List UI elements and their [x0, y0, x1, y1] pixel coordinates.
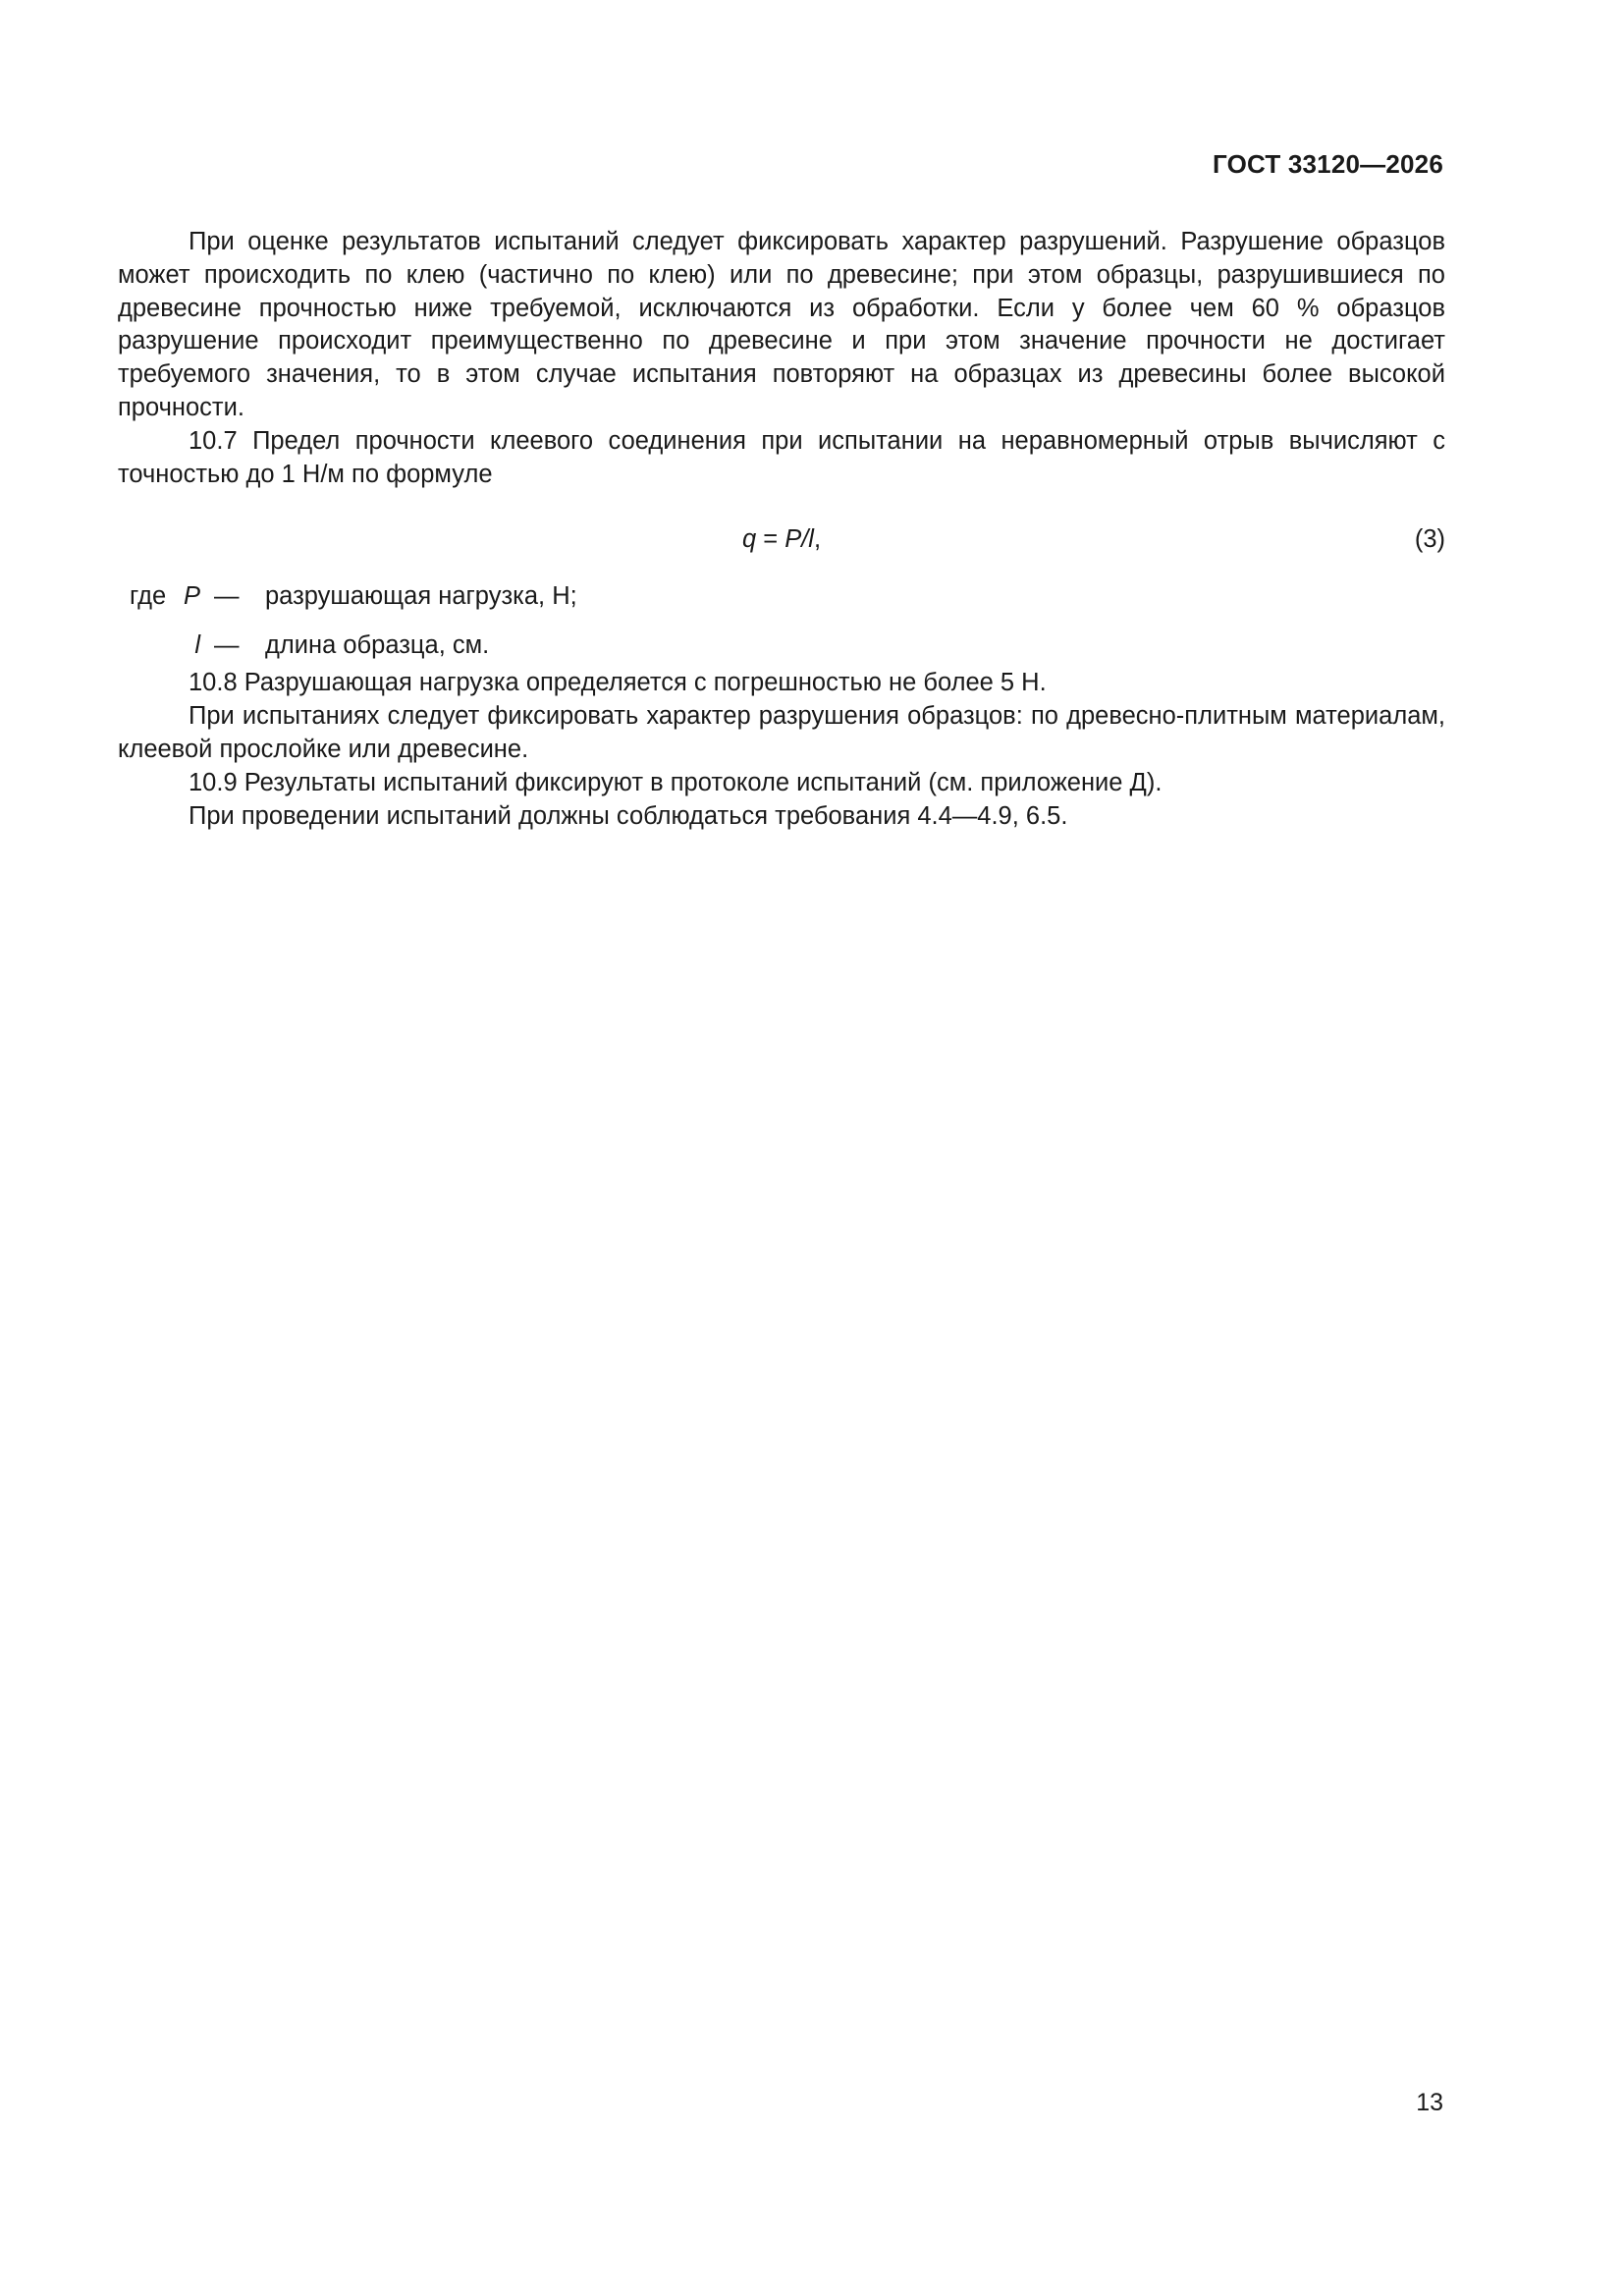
where-item: [118, 629, 1445, 663]
paragraph-failure-evaluation: При оценке результатов испытаний следует фиксировать характер разрушений. Разрушение образцов может происходить по клею (частично по клею) или по древесине; при этом образцы, разрушившиеся по древесине прочностью ниже требуемой, исключаются из обработки. Если у более чем 60 % образцов разрушение происходит преимущественно по древесине и при этом значение прочности не достигает требуемого значения, то в этом случае испытания повторяют на образцах из древесины более высокой прочности.: [118, 228, 1445, 421]
page-number: 13: [1416, 2089, 1443, 2116]
formula-numerator: P: [784, 525, 802, 554]
where-description: разрушающая нагрузка, Н;: [265, 582, 577, 611]
formula: [118, 523, 1445, 557]
formula-number: (3): [1414, 525, 1445, 554]
formula-slash: /: [801, 525, 809, 554]
where-item: [118, 580, 1445, 614]
paragraph-10-9: 10.9 Результаты испытаний фиксируют в протоколе испытаний (см. приложение Д).: [189, 768, 1163, 796]
where-word: где: [130, 582, 167, 611]
formula-lhs: q: [741, 525, 757, 554]
formula-denominator: l: [808, 525, 814, 554]
paragraph-10-7: 10.7 Предел прочности клеевого соединения при испытании на неравномерный отрыв вычисляют с точностью до 1 Н/м по формуле: [118, 426, 1445, 488]
formula-trailing: ,: [813, 525, 822, 554]
paragraph-requirements: При проведении испытаний должны соблюдаться требования 4.4—4.9, 6.5.: [189, 801, 1068, 830]
paragraph-failure-character: При испытаниях следует фиксировать характер разрушения образцов: по древесно-плитным материалам, клеевой прослойке или древесине.: [118, 702, 1445, 763]
formula-row: [118, 523, 1445, 557]
where-symbol: l: [194, 631, 200, 660]
paragraph-10-8: 10.8 Разрушающая нагрузка определяется с погрешностью не более 5 Н.: [189, 669, 1047, 697]
where-dash: —: [214, 631, 240, 660]
where-dash: —: [214, 582, 240, 611]
document-body: [118, 226, 1445, 833]
where-symbol: P: [183, 582, 200, 611]
where-description: длина образца, см.: [265, 631, 490, 660]
formula-equals: =: [756, 525, 785, 554]
document-code: ГОСТ 33120—2026: [1213, 149, 1443, 179]
